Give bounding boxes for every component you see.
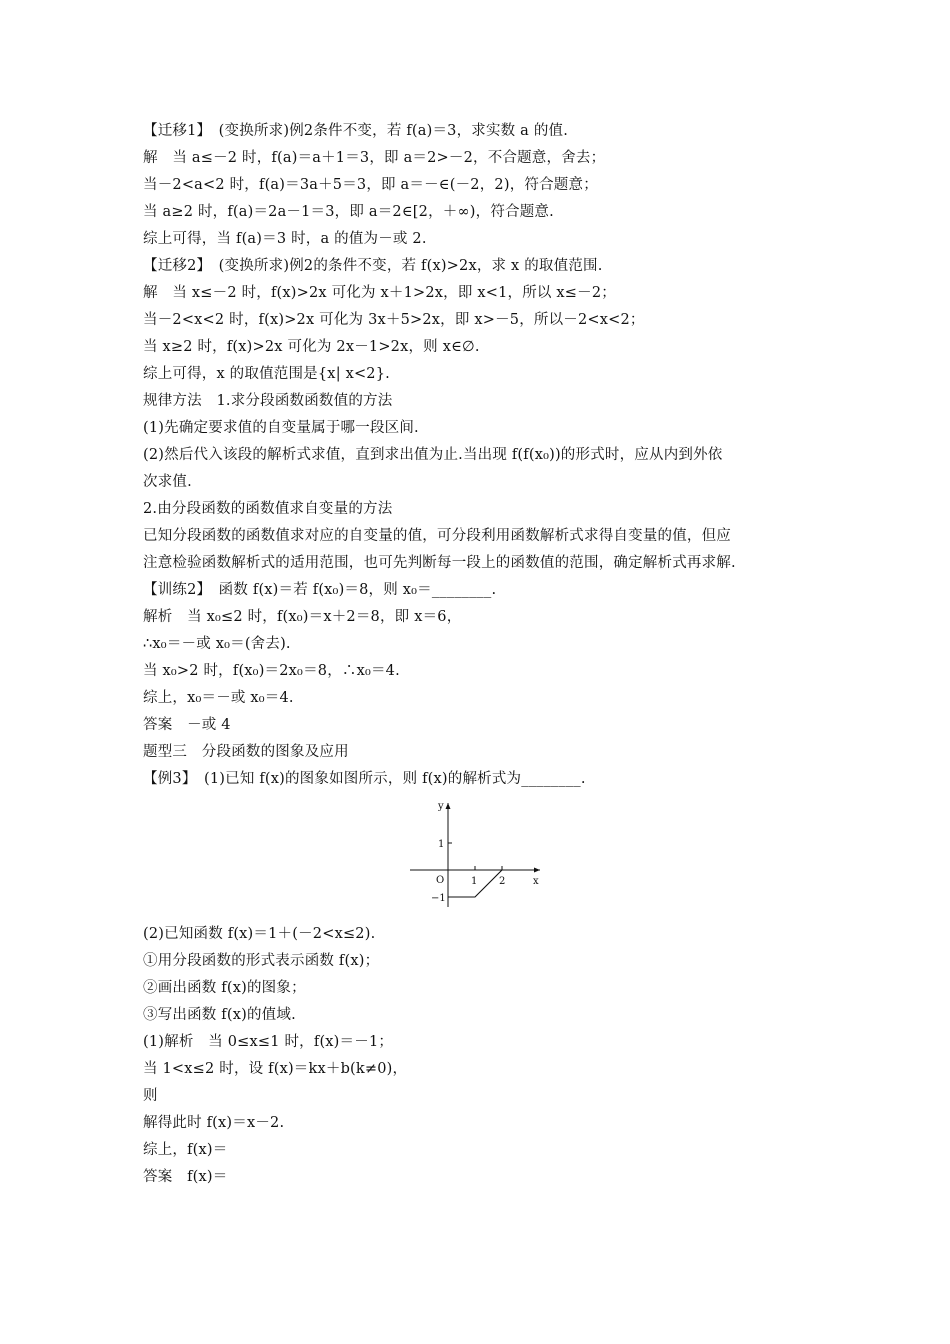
y-axis-label: y: [438, 801, 444, 812]
line: (1)先确定要求值的自变量属于哪一段区间.: [143, 420, 419, 436]
y-axis-arrow: [446, 803, 451, 809]
line: 当 a≥2 时，f(a)＝2a－1＝3，即 a＝2∈[2，＋∞)，符合题意.: [143, 204, 554, 220]
tick-label-y-1: 1: [438, 839, 445, 850]
line-method-heading: 规律方法 1.求分段函数函数值的方法: [143, 393, 393, 409]
line: 当－2<x<2 时，f(x)>2x 可化为 3x＋5>2x，即 x>－5，所以－2<x<2；: [143, 312, 645, 328]
line-example-3-title: 【例3】 (1)已知 f(x)的图象如图所示，则 f(x)的解析式为________.: [143, 771, 586, 787]
document-body: [143, 118, 823, 1191]
text-block-before-figure: [143, 118, 823, 793]
line: 综上，f(x)＝: [143, 1142, 228, 1158]
line: 当 x≥2 时，f(x)>2x 可化为 2x－1>2x，则 x∈∅.: [143, 339, 480, 355]
line-answer: 答案 －或 4: [143, 717, 231, 733]
line-transfer-1-title: 【迁移1】 (变换所求)例2条件不变，若 f(a)＝3，求实数 a 的值.: [143, 123, 569, 139]
line: (1)解析 当 0≤x≤1 时，f(x)＝－1；: [143, 1034, 394, 1050]
text-block-after-figure: [143, 921, 823, 1191]
line: 综上，x₀＝－或 x₀＝4.: [143, 690, 294, 706]
x-axis-arrow: [534, 868, 540, 873]
line: 当 x₀>2 时，f(x₀)＝2x₀＝8，∴x₀＝4.: [143, 663, 400, 679]
line: 则: [143, 1088, 158, 1104]
line-transfer-2-title: 【迁移2】 (变换所求)例2的条件不变，若 f(x)>2x，求 x 的取值范围.: [143, 258, 603, 274]
line-answer: 答案 f(x)＝: [143, 1169, 228, 1185]
line: (2)然后代入该段的解析式求值，直到求出值为止.当出现 f(f(x₀))的形式时，应从内到外依: [143, 447, 723, 463]
origin-label: O: [436, 875, 445, 886]
line: 解 当 a≤－2 时，f(a)＝a＋1＝3，即 a＝2>－2，不合题意，舍去；: [143, 150, 606, 166]
line: 综上可得，当 f(a)＝3 时，a 的值为－或 2.: [143, 231, 427, 247]
function-graph: [405, 797, 545, 909]
line: 2.由分段函数的函数值求自变量的方法: [143, 501, 393, 517]
line: 解 当 x≤－2 时，f(x)>2x 可化为 x＋1>2x，即 x<1，所以 x≤－2；: [143, 285, 616, 301]
line: ①用分段函数的形式表示函数 f(x)；: [143, 953, 380, 969]
line: 已知分段函数的函数值求对应的自变量的值，可分段利用函数解析式求得自变量的值，但应: [143, 528, 731, 544]
tick-label-x-1: 1: [471, 876, 478, 887]
line: ②画出函数 f(x)的图象；: [143, 980, 306, 996]
line: 解得此时 f(x)＝x－2.: [143, 1115, 285, 1131]
line: 次求值.: [143, 474, 192, 490]
line: 解析 当 x₀≤2 时，f(x₀)＝x＋2＝8，即 x＝6，: [143, 609, 462, 625]
line: 当－2<a<2 时，f(a)＝3a＋5＝3，即 a＝－∈(－2，2)，符合题意；: [143, 177, 598, 193]
line-training-2-title: 【训练2】 函数 f(x)＝若 f(x₀)＝8，则 x₀＝________.: [143, 582, 497, 598]
function-graph-figure: [143, 797, 823, 915]
line: 综上可得，x 的取值范围是{x| x<2}.: [143, 366, 390, 382]
line: ∴x₀＝－或 x₀＝(舍去).: [143, 636, 291, 652]
tick-label-y-neg-1: −1: [431, 893, 446, 904]
line: ③写出函数 f(x)的值域.: [143, 1007, 296, 1023]
line: (2)已知函数 f(x)＝1＋(－2<x≤2).: [143, 926, 376, 942]
line: 注意检验函数解析式的适用范围，也可先判断每一段上的函数值的范围，确定解析式再求解.: [143, 555, 736, 571]
x-axis-label: x: [533, 876, 539, 887]
tick-label-x-2: 2: [499, 876, 506, 887]
line: 当 1<x≤2 时，设 f(x)＝kx＋b(k≠0)，: [143, 1061, 408, 1077]
line-section-heading: 题型三 分段函数的图象及应用: [143, 744, 349, 760]
